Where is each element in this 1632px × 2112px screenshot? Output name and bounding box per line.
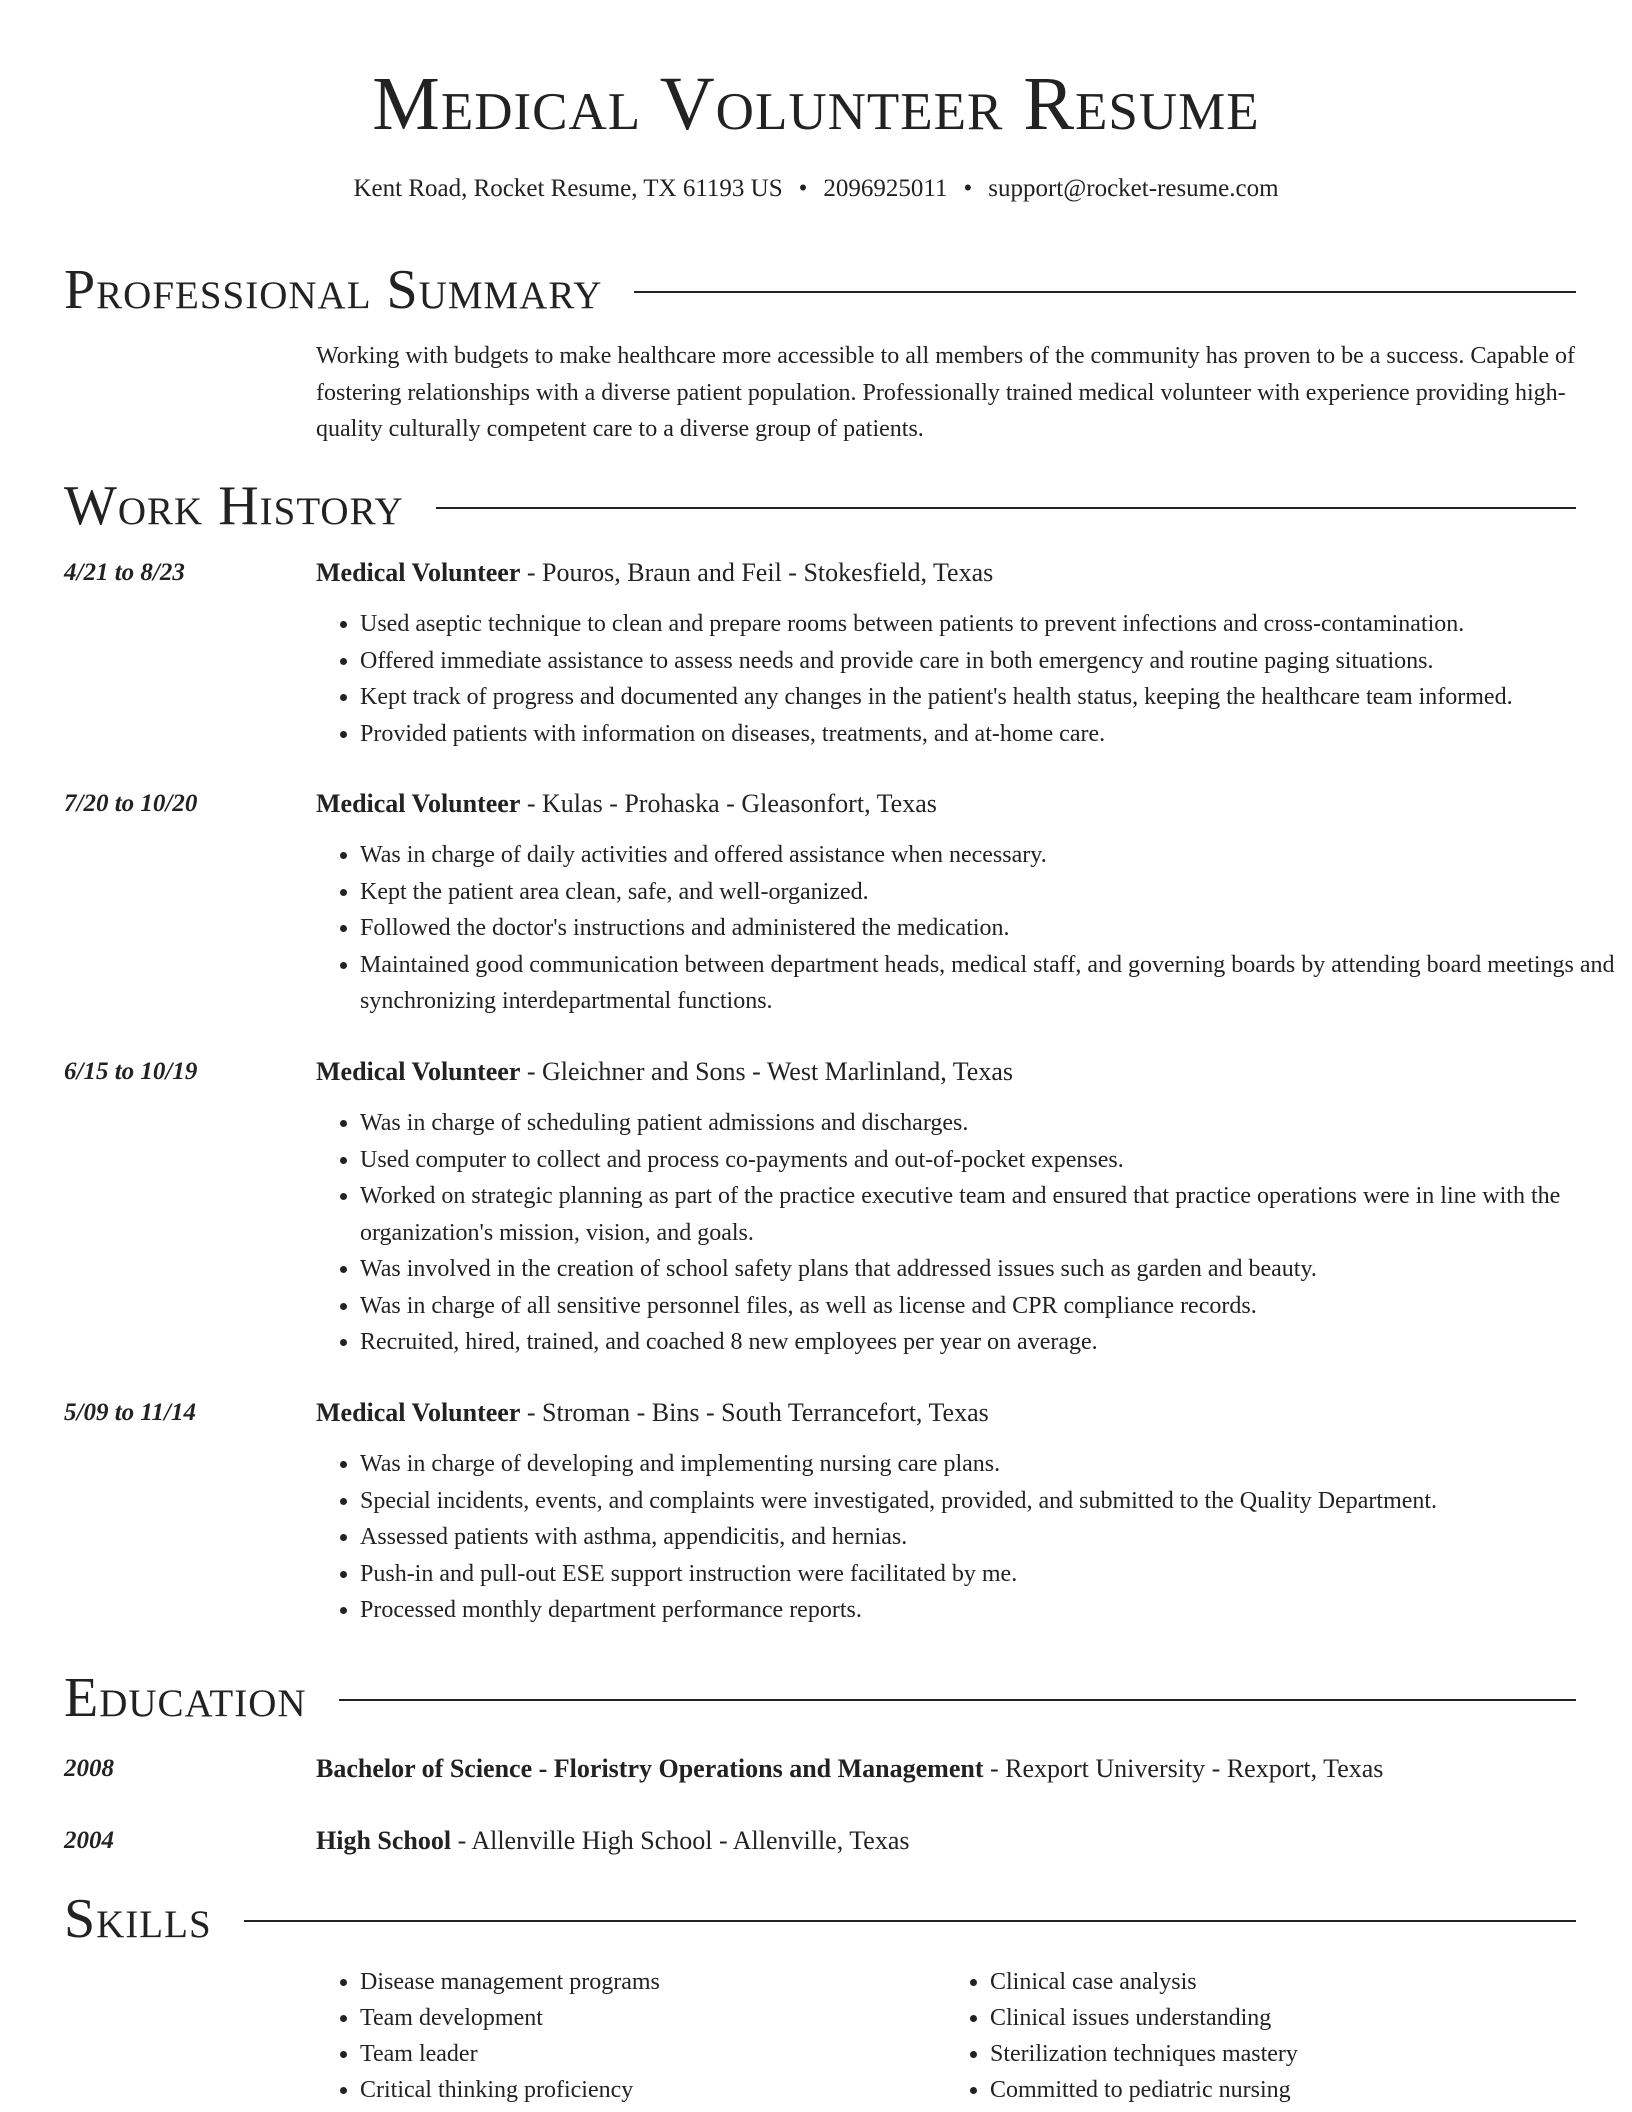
job-bullet: • Push-in and pull-out ESE support instruction were facilitated by me. (360, 1556, 1624, 1593)
job-bullet: • Maintained good communication between department heads, medical staff, and governing boards by attending board meetings and synchronizing interdepartmental functions. (360, 947, 1624, 1020)
section-divider (339, 1699, 1576, 1701)
work-section-header (64, 474, 1576, 538)
job-title: Medical Volunteer (316, 789, 521, 818)
job-dates: 5/09 to 11/14 (64, 1399, 196, 1426)
job-dates: 4/21 to 8/23 (64, 559, 185, 586)
job-details: - Gleichner and Sons - West Marlinland, Texas (520, 1057, 1014, 1086)
resume-title: Medical Volunteer Resume (372, 62, 1260, 146)
job-bullet: • Was in charge of scheduling patient admissions and discharges. (360, 1105, 1624, 1142)
skills-list-right (946, 1964, 1576, 2108)
job-bullet: • Kept track of progress and documented any changes in the patient's health status, keeping the healthcare team informed. (360, 679, 1624, 716)
education-section-header (64, 1666, 1576, 1730)
education-details: - Rexport University - Rexport, Texas (983, 1754, 1384, 1783)
contact-address: Kent Road, Rocket Resume, TX 61193 US (353, 175, 783, 202)
job-bullet: • Used computer to collect and process co-payments and out-of-pocket expenses. (360, 1142, 1624, 1179)
job-heading (316, 787, 1576, 821)
job-bullet: • Was in charge of daily activities and offered assistance when necessary. (360, 837, 1624, 874)
job-bullet: • Used aseptic technique to clean and prepare rooms between patients to prevent infections and cross-contamination. (360, 606, 1624, 643)
section-divider (436, 507, 1576, 509)
education-details: - Allenville High School - Allenville, Texas (451, 1826, 910, 1855)
skill-item: • Clinical case analysis (990, 1964, 1576, 2000)
skills-heading: Skills (64, 1888, 212, 1950)
skill-item: • Clinical issues understanding (990, 2000, 1576, 2036)
job-bullet: • Was in charge of all sensitive personnel files, as well as license and CPR compliance records. (360, 1288, 1624, 1325)
job-bullet: • Was involved in the creation of school safety plans that addressed issues such as garden and beauty. (360, 1251, 1624, 1288)
job-bullet: • Kept the patient area clean, safe, and well-organized. (360, 874, 1624, 911)
skill-item: • Committed to pediatric nursing (990, 2072, 1576, 2108)
skills-section-header (64, 1887, 1576, 1951)
job-bullet-list (316, 1446, 1624, 1629)
contact-separator: • (963, 175, 973, 202)
education-heading-line (316, 1752, 1576, 1786)
job-bullet: • Recruited, hired, trained, and coached 8 new employees per year on average. (360, 1324, 1624, 1361)
contact-line (0, 172, 1632, 206)
education-heading: Education (64, 1667, 307, 1729)
contact-phone: 2096925011 (823, 175, 948, 202)
job-dates: 7/20 to 10/20 (64, 790, 198, 817)
education-degree: High School (316, 1826, 452, 1855)
job-details: - Stroman - Bins - South Terrancefort, Texas (520, 1398, 989, 1427)
education-year: 2008 (64, 1755, 114, 1782)
job-bullet: • Provided patients with information on diseases, treatments, and at-home care. (360, 716, 1624, 753)
job-heading (316, 556, 1576, 590)
section-divider (634, 291, 1576, 293)
contact-email: support@rocket-resume.com (988, 175, 1279, 202)
skills-list-left (316, 1964, 946, 2108)
skill-item: • Team leader (360, 2036, 946, 2072)
skill-item: • Sterilization techniques mastery (990, 2036, 1576, 2072)
job-bullet-list (316, 606, 1624, 752)
job-details: - Pouros, Braun and Feil - Stokesfield, Texas (520, 558, 994, 587)
job-heading (316, 1396, 1576, 1430)
education-heading-line (316, 1824, 1576, 1858)
summary-heading: Professional Summary (64, 259, 603, 321)
skill-item: • Disease management programs (360, 1964, 946, 2000)
job-bullet: • Followed the doctor's instructions and administered the medication. (360, 910, 1624, 947)
job-bullet: • Was in charge of developing and implementing nursing care plans. (360, 1446, 1624, 1483)
job-bullet: • Assessed patients with asthma, appendicitis, and hernias. (360, 1519, 1624, 1556)
work-heading: Work History (64, 475, 404, 537)
skill-item: • Team development (360, 2000, 946, 2036)
job-title: Medical Volunteer (316, 1057, 521, 1086)
job-bullet: • Offered immediate assistance to assess needs and provide care in both emergency and routine paging situations. (360, 643, 1624, 680)
job-title: Medical Volunteer (316, 558, 521, 587)
job-details: - Kulas - Prohaska - Gleasonfort, Texas (520, 789, 937, 818)
skill-item: • Critical thinking proficiency (360, 2072, 946, 2108)
job-title: Medical Volunteer (316, 1398, 521, 1427)
job-heading (316, 1055, 1576, 1089)
education-year: 2004 (64, 1827, 114, 1854)
job-bullet: • Special incidents, events, and complaints were investigated, provided, and submitted to the Quality Department. (360, 1483, 1624, 1520)
job-bullet-list (316, 837, 1624, 1020)
summary-section-header (64, 258, 1576, 322)
skills-columns (316, 1964, 1576, 2108)
job-bullet: • Processed monthly department performance reports. (360, 1592, 1624, 1629)
job-bullet-list (316, 1105, 1624, 1361)
summary-text: Working with budgets to make healthcare more accessible to all members of the community has proven to be a success. Capable of fostering relationships with a diverse patient population. Professionally trained medical volunteer with experience providing high-quality culturally competent care to a diverse group of patients. (316, 343, 1576, 442)
section-divider (244, 1920, 1576, 1922)
job-dates: 6/15 to 10/19 (64, 1058, 198, 1085)
education-degree: Bachelor of Science - Floristry Operations and Management (316, 1754, 984, 1783)
contact-separator: • (798, 175, 808, 202)
job-bullet: • Worked on strategic planning as part of the practice executive team and ensured that practice operations were in line with the organization's mission, vision, and goals. (360, 1178, 1624, 1251)
